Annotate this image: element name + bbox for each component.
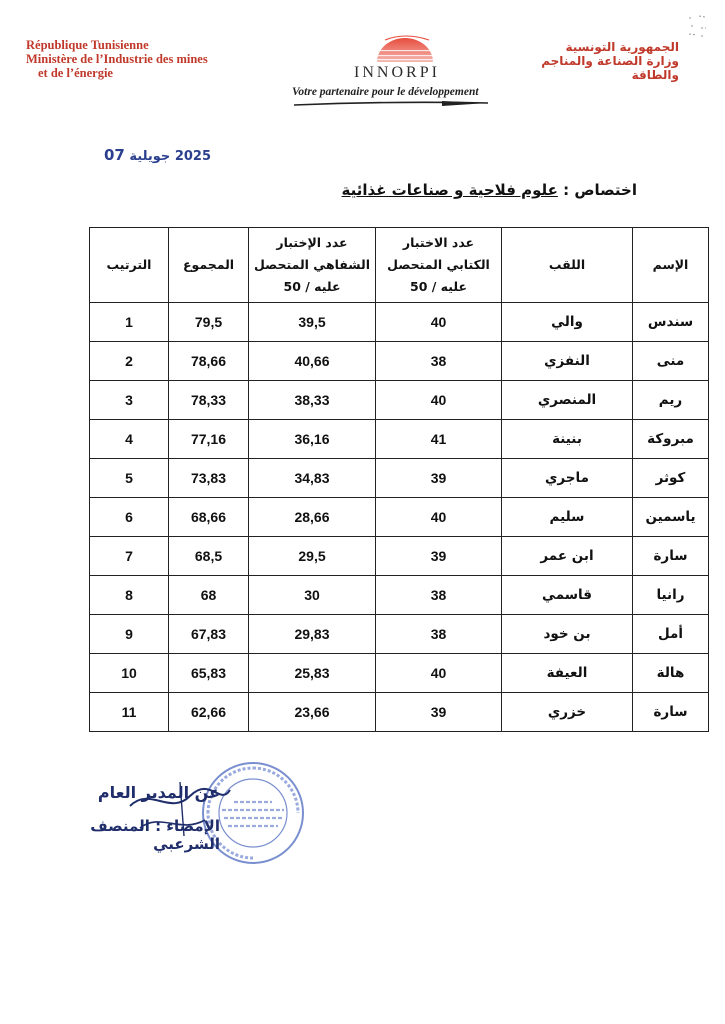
cell-first-name: أمل bbox=[633, 615, 709, 654]
table-row bbox=[90, 303, 709, 342]
cell-first-name: ريم bbox=[633, 381, 709, 420]
cell-written-score: 39 bbox=[376, 537, 502, 576]
specialty-heading bbox=[342, 181, 637, 199]
cell-oral-score: 29,5 bbox=[249, 537, 376, 576]
cell-rank: 8 bbox=[90, 576, 169, 615]
header-french-line: et de l’énergie bbox=[38, 66, 113, 80]
header-arabic-line: والطاقة bbox=[631, 68, 679, 82]
cell-oral-score: 23,66 bbox=[249, 693, 376, 732]
header-french-line: Ministère de l’Industrie des mines bbox=[26, 52, 208, 66]
cell-written-score: 38 bbox=[376, 342, 502, 381]
cell-written-score: 40 bbox=[376, 654, 502, 693]
cell-first-name: سارة bbox=[633, 537, 709, 576]
cell-written-score: 41 bbox=[376, 420, 502, 459]
cell-last-name: العيفة bbox=[502, 654, 633, 693]
cell-total: 68,5 bbox=[169, 537, 249, 576]
table-row bbox=[90, 615, 709, 654]
header-french-block bbox=[26, 38, 208, 80]
cell-written-score: 38 bbox=[376, 615, 502, 654]
cell-oral-score: 38,33 bbox=[249, 381, 376, 420]
cell-rank: 10 bbox=[90, 654, 169, 693]
cell-oral-score: 25,83 bbox=[249, 654, 376, 693]
cell-last-name: والي bbox=[502, 303, 633, 342]
cell-rank: 7 bbox=[90, 537, 169, 576]
signature-title: عن المدير العام bbox=[97, 783, 220, 802]
cell-first-name: كوثر bbox=[633, 459, 709, 498]
cell-first-name: سندس bbox=[633, 303, 709, 342]
cell-written-score: 39 bbox=[376, 459, 502, 498]
table-row bbox=[90, 420, 709, 459]
table-header-row bbox=[90, 228, 709, 303]
cell-oral-score: 40,66 bbox=[249, 342, 376, 381]
header-french-line: République Tunisienne bbox=[26, 38, 149, 52]
cell-last-name: بنينة bbox=[502, 420, 633, 459]
cell-last-name: خزري bbox=[502, 693, 633, 732]
cell-written-score: 40 bbox=[376, 303, 502, 342]
cell-rank: 3 bbox=[90, 381, 169, 420]
cell-total: 65,83 bbox=[169, 654, 249, 693]
date-year: 2025 bbox=[174, 149, 212, 164]
header-oral-score: عدد الإختبار الشفاهي المتحصل عليه / 50 bbox=[249, 228, 376, 303]
corner-scribble-icon bbox=[685, 14, 709, 40]
header-last-name: اللقب bbox=[502, 228, 633, 303]
table-row bbox=[90, 654, 709, 693]
cell-written-score: 40 bbox=[376, 381, 502, 420]
cell-first-name: ياسمين bbox=[633, 498, 709, 537]
cell-total: 79,5 bbox=[169, 303, 249, 342]
cell-oral-score: 30 bbox=[249, 576, 376, 615]
cell-rank: 4 bbox=[90, 420, 169, 459]
table-row bbox=[90, 576, 709, 615]
table-row bbox=[90, 459, 709, 498]
cell-last-name: ماجري bbox=[502, 459, 633, 498]
table-row bbox=[90, 342, 709, 381]
cell-total: 73,83 bbox=[169, 459, 249, 498]
cell-written-score: 38 bbox=[376, 576, 502, 615]
header-arabic-line: وزارة الصناعة والمناجم bbox=[541, 54, 679, 68]
cell-oral-score: 34,83 bbox=[249, 459, 376, 498]
handwritten-signature-icon bbox=[120, 776, 240, 846]
cell-rank: 2 bbox=[90, 342, 169, 381]
date-day: 07 bbox=[104, 146, 125, 164]
table-row bbox=[90, 537, 709, 576]
cell-total: 62,66 bbox=[169, 693, 249, 732]
cell-last-name: قاسمي bbox=[502, 576, 633, 615]
header-rank: الترتيب bbox=[90, 228, 169, 303]
cell-last-name: سليم bbox=[502, 498, 633, 537]
cell-rank: 11 bbox=[90, 693, 169, 732]
logo-tagline: Votre partenaire pour le développement bbox=[292, 86, 479, 98]
cell-rank: 1 bbox=[90, 303, 169, 342]
cell-oral-score: 36,16 bbox=[249, 420, 376, 459]
results-table bbox=[89, 227, 709, 732]
cell-written-score: 39 bbox=[376, 693, 502, 732]
date-month: جويلية bbox=[129, 149, 171, 164]
header-arabic-block bbox=[499, 40, 679, 82]
signature-name: الإمضاء : المنصف الشرعبي bbox=[90, 817, 220, 853]
header-arabic-line: الجمهورية التونسية bbox=[565, 40, 679, 54]
cell-oral-score: 39,5 bbox=[249, 303, 376, 342]
cell-oral-score: 28,66 bbox=[249, 498, 376, 537]
header-written-score: عدد الاختبار الكتابي المتحصل عليه / 50 bbox=[376, 228, 502, 303]
cell-total: 67,83 bbox=[169, 615, 249, 654]
cell-last-name: بن خود bbox=[502, 615, 633, 654]
cell-rank: 6 bbox=[90, 498, 169, 537]
cell-first-name: منى bbox=[633, 342, 709, 381]
date-stamp bbox=[104, 146, 211, 164]
cell-total: 78,66 bbox=[169, 342, 249, 381]
table-row bbox=[90, 498, 709, 537]
cell-last-name: النفزي bbox=[502, 342, 633, 381]
cell-total: 68 bbox=[169, 576, 249, 615]
tagline-swoosh-icon bbox=[292, 99, 490, 109]
cell-last-name: ابن عمر bbox=[502, 537, 633, 576]
table-row bbox=[90, 693, 709, 732]
cell-oral-score: 29,83 bbox=[249, 615, 376, 654]
cell-first-name: رانيا bbox=[633, 576, 709, 615]
cell-total: 77,16 bbox=[169, 420, 249, 459]
table-row bbox=[90, 381, 709, 420]
cell-first-name: سارة bbox=[633, 693, 709, 732]
logo-wordmark: INNORPI bbox=[354, 64, 440, 81]
innorpi-logo-icon bbox=[325, 34, 485, 68]
specialty-value: علوم فلاحية و صناعات غذائية bbox=[341, 181, 558, 199]
cell-written-score: 40 bbox=[376, 498, 502, 537]
cell-first-name: مبروكة bbox=[633, 420, 709, 459]
header-first-name: الإسم bbox=[633, 228, 709, 303]
cell-rank: 5 bbox=[90, 459, 169, 498]
header-total: المجموع bbox=[169, 228, 249, 303]
specialty-label: اختصاص : bbox=[563, 181, 637, 199]
cell-total: 78,33 bbox=[169, 381, 249, 420]
cell-total: 68,66 bbox=[169, 498, 249, 537]
cell-first-name: هالة bbox=[633, 654, 709, 693]
cell-rank: 9 bbox=[90, 615, 169, 654]
cell-last-name: المنصري bbox=[502, 381, 633, 420]
